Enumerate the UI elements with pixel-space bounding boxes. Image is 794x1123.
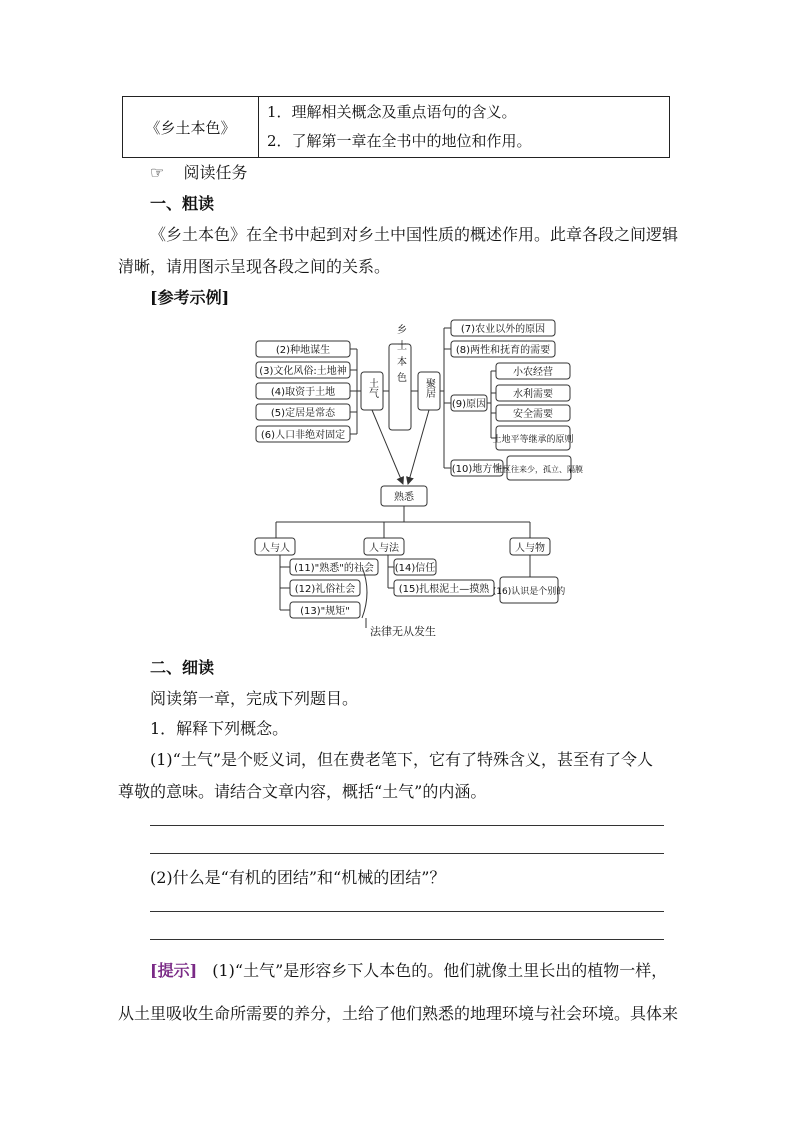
section2-intro: 阅读第一章，完成下列题目。 <box>150 689 359 708</box>
svg-text:(12)礼俗社会: (12)礼俗社会 <box>294 584 356 595</box>
svg-text:人与物: 人与物 <box>515 543 545 554</box>
diagram-left-item <box>256 341 350 357</box>
diagram-right-item <box>451 320 555 336</box>
svg-text:(14)信任: (14)信任 <box>394 563 436 574</box>
svg-text:社区往来少，孤立、隔膜: 社区往来少，孤立、隔膜 <box>495 465 583 474</box>
svg-text:(9)原因: (9)原因 <box>451 399 487 410</box>
hint-line2: 从土里吸收生命所需要的养分，土给了他们熟悉的地理环境与社会环境。具体来 <box>118 1004 679 1023</box>
svg-text:土气: 土气 <box>366 378 378 398</box>
svg-text:(4)取资于土地: (4)取资于土地 <box>270 387 336 398</box>
diagram-left-item <box>256 362 350 378</box>
diagram-right-item <box>451 341 555 357</box>
diagram-person-item <box>290 559 378 575</box>
svg-text:乡土本色: 乡土本色 <box>394 324 406 388</box>
hint-label: [提示] <box>150 961 198 980</box>
svg-text:(10)地方性: (10)地方性 <box>451 464 503 475</box>
goal-item-2: 2．了解第一章在全书中的地位和作用。 <box>267 132 532 150</box>
diagram-person-item <box>290 580 360 596</box>
section1-title: 一、粗读 <box>150 194 215 213</box>
svg-text:(8)两性和抚育的需要: (8)两性和抚育的需要 <box>455 345 551 356</box>
diagram-center-node <box>389 323 411 430</box>
reference-label: [参考示例] <box>150 288 230 307</box>
diagram-left-item <box>256 426 350 442</box>
question2: (2)什么是“有机的团结”和“机械的团结”？ <box>150 868 446 887</box>
section1-para-line2: 清晰，请用图示呈现各段之间的关系。 <box>118 257 391 276</box>
diagram-law-item <box>394 559 436 575</box>
svg-text:小农经营: 小农经营 <box>513 367 553 378</box>
diagram-juju-node <box>418 372 440 410</box>
hint-line1 <box>150 958 667 981</box>
svg-text:安全需要: 安全需要 <box>513 409 553 420</box>
diagram-branch <box>255 538 295 555</box>
question1-line1: (1)“土气”是个贬义词，但在费老笔下，它有了特殊含义，甚至有了令人 <box>150 750 654 769</box>
svg-text:(6)人口非绝对固定: (6)人口非绝对固定 <box>260 430 346 441</box>
diagram-law-note: 法律无从发生 <box>370 625 436 638</box>
diagram-left-item <box>256 383 350 399</box>
svg-text:(5)定居是常态: (5)定居是常态 <box>270 408 336 419</box>
svg-text:熟悉: 熟悉 <box>394 492 414 503</box>
diagram-familiar-node <box>381 486 427 506</box>
hint-text-1: (1)“土气”是形容乡下人本色的。他们就像土里长出的植物一样， <box>212 961 668 980</box>
svg-text:人与法: 人与法 <box>369 543 399 554</box>
goal-chapter-name: 《乡土本色》 <box>123 97 259 158</box>
diagram-branch <box>364 538 404 555</box>
diagram-right-item <box>451 395 487 411</box>
section2-title: 二、细读 <box>150 658 215 677</box>
svg-text:(16)认识是个别的: (16)认识是个别的 <box>492 587 566 597</box>
answer-line[interactable] <box>150 939 664 940</box>
diagram-left-item <box>256 404 350 420</box>
goal-item-1: 1．理解相关概念及重点语句的含义。 <box>267 103 517 121</box>
svg-text:人与人: 人与人 <box>260 543 290 554</box>
diagram-law-item <box>394 580 494 596</box>
question-title: 1．解释下列概念。 <box>150 719 289 738</box>
svg-text:(7)农业以外的原因: (7)农业以外的原因 <box>460 324 546 335</box>
question1-line2: 尊敬的意味。请结合文章内容，概括“土气”的内涵。 <box>118 782 487 801</box>
diagram-local-item <box>495 456 583 480</box>
diagram-reason-item <box>496 405 570 421</box>
svg-text:(2)种地谋生: (2)种地谋生 <box>275 345 331 356</box>
task-heading-label: 阅读任务 <box>183 163 248 182</box>
svg-text:(15)扎根泥土—摸熟: (15)扎根泥土—摸熟 <box>398 584 490 595</box>
pointing-hand-icon: ☞ <box>150 163 165 182</box>
answer-line[interactable] <box>150 853 664 854</box>
svg-text:聚居: 聚居 <box>423 378 435 398</box>
svg-text:(3)文化风俗:土地神: (3)文化风俗:土地神 <box>259 366 347 377</box>
svg-text:土地平等继承的原则: 土地平等继承的原则 <box>492 435 574 445</box>
diagram-reason-item <box>496 385 570 401</box>
answer-line[interactable] <box>150 825 664 826</box>
diagram-tuqi-node <box>361 372 383 410</box>
diagram-branch <box>510 538 550 555</box>
section1-para-line1: 《乡土本色》在全书中起到对乡土中国性质的概述作用。此章各段之间逻辑 <box>150 225 679 244</box>
diagram-reason-item <box>492 426 573 450</box>
diagram-thing-item <box>493 577 565 603</box>
svg-text:水利需要: 水利需要 <box>513 389 553 400</box>
svg-text:(11)"熟悉"的社会: (11)"熟悉"的社会 <box>294 563 374 574</box>
svg-text:(13)"规矩": (13)"规矩" <box>300 606 350 617</box>
answer-line[interactable] <box>150 911 664 912</box>
diagram-person-item <box>290 602 360 618</box>
diagram-reason-item <box>496 363 570 379</box>
